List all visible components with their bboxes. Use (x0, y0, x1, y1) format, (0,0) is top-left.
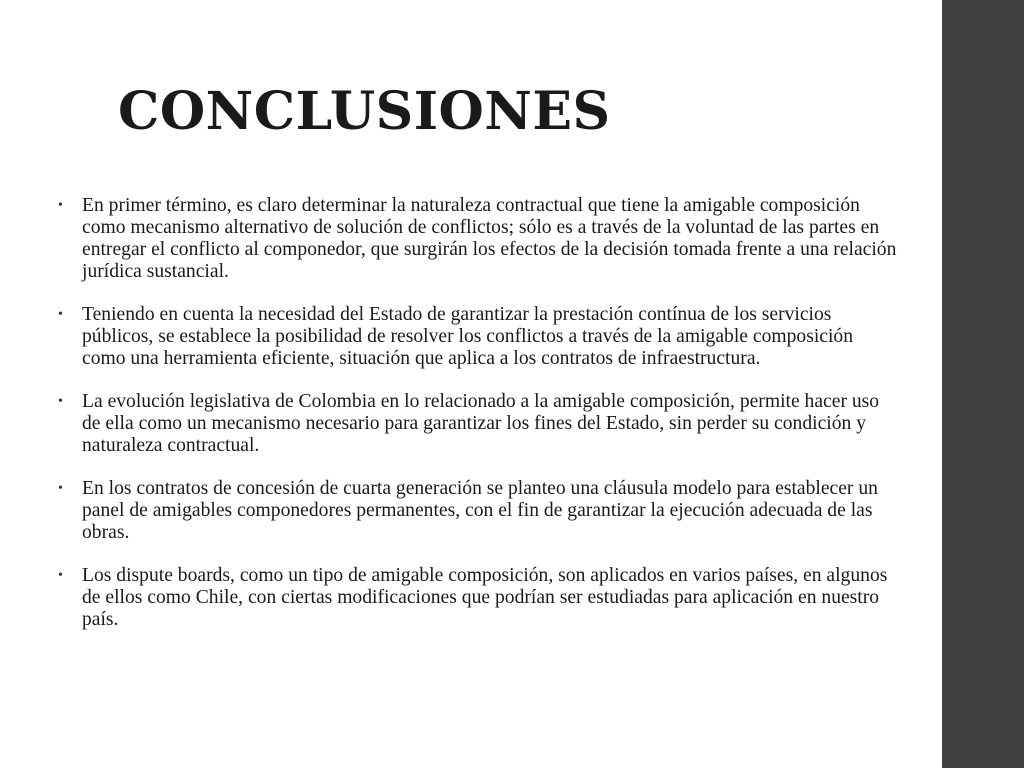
bullet-item (58, 304, 898, 370)
bullet-text: La evolución legislativa de Colombia en lo relacionado a la amigable composición, permite hacer uso de ella como un mecanismo necesario para garantizar los fines del Estado, sin perder su condición y naturaleza contractual. (82, 391, 880, 456)
bullet-text: En los contratos de concesión de cuarta generación se planteo una cláusula modelo para establecer un panel de amigables componedores permanentes, con el fin de garantizar la ejecución adecuada de las obras. (82, 478, 878, 543)
slide-title: CONCLUSIONES (118, 81, 611, 142)
bullet-text: Los dispute boards, como un tipo de amigable composición, son aplicados en varios países, en algunos de ellos como Chile, con ciertas modificaciones que podrían ser estudiadas para aplicación en nuestro país. (82, 565, 888, 630)
bullet-point-icon: • (58, 481, 63, 496)
bullet-item (58, 478, 898, 544)
side-accent-bar (942, 0, 1024, 768)
bullet-item (58, 565, 898, 631)
bullet-text: Teniendo en cuenta la necesidad del Estado de garantizar la prestación contínua de los servicios públicos, se establece la posibilidad de resolver los conflictos a través de la amigable composición como una herramienta eficiente, situación que aplica a los contratos de infraestructura. (82, 304, 853, 369)
bullet-item (58, 391, 898, 457)
bullet-point-icon: • (58, 568, 63, 583)
bullet-text: En primer término, es claro determinar la naturaleza contractual que tiene la amigable composición como mecanismo alternativo de solución de conflictos; sólo es a través de la voluntad de las partes en entregar el conflicto al componedor, que surgirán los efectos de la decisión tomada frente a una relación jurídica sustancial. (82, 195, 897, 282)
bullet-item (58, 195, 898, 283)
bullet-point-icon: • (58, 307, 63, 322)
bullet-point-icon: • (58, 394, 63, 409)
bullet-point-icon: • (58, 198, 63, 213)
bullet-list (58, 195, 898, 652)
